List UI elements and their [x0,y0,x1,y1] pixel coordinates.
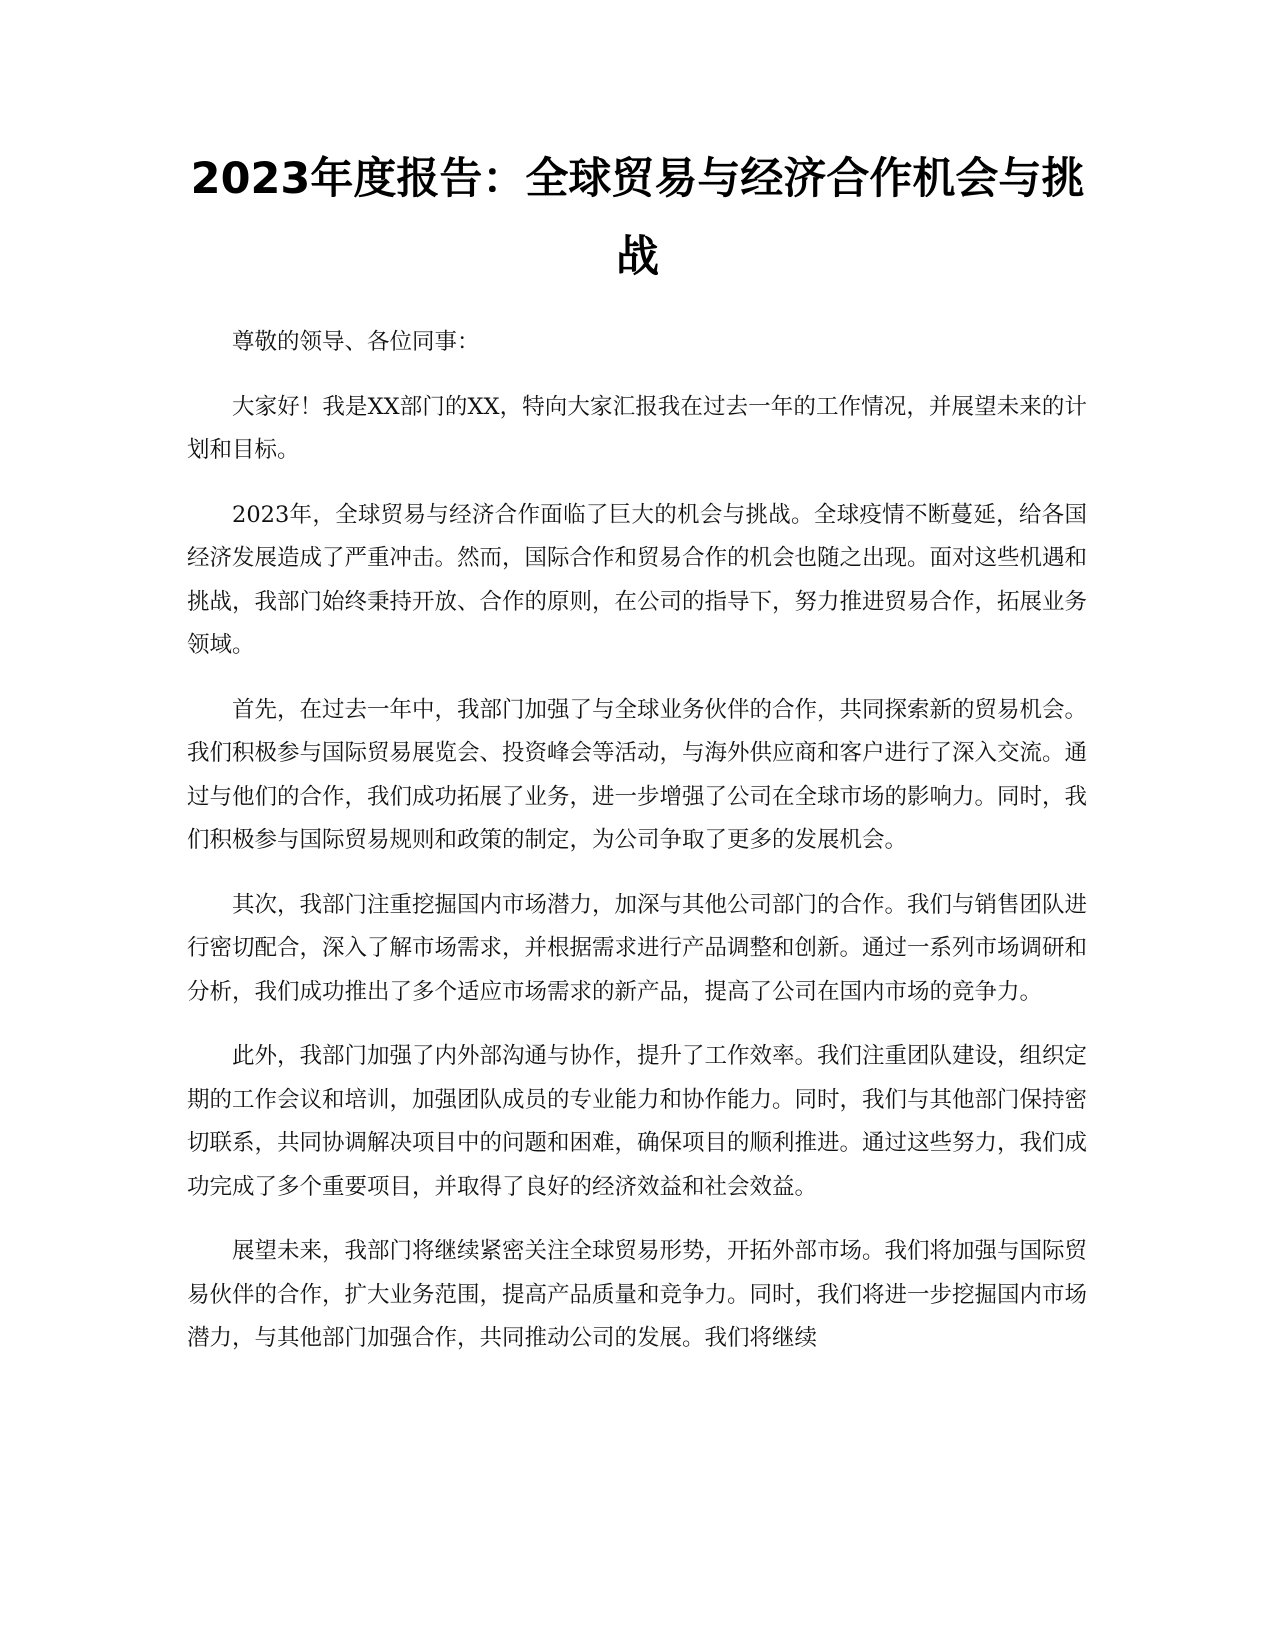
domestic-market-paragraph: 其次，我部门注重挖掘国内市场潜力，加深与其他公司部门的合作。我们与销售团队进行密切配合，深入了解市场需求，并根据需求进行产品调整和创新。通过一系列市场调研和分析，我们成功推出了多个适应市场需求的新产品，提高了公司在国内市场的竞争力。 [187,891,1088,1005]
salutation-paragraph: 尊敬的领导、各位同事： [232,329,480,355]
communication-paragraph: 此外，我部门加强了内外部沟通与协作，提升了工作效率。我们注重团队建设，组织定期的工作会议和培训，加强团队成员的专业能力和协作能力。同时，我们与其他部门保持密切联系，共同协调解决项目中的问题和困难，确保项目的顺利推进。通过这些努力，我们成功完成了多个重要项目，并取得了良好的经济效益和社会效益。 [187,1043,1088,1200]
global-cooperation-paragraph: 首先，在过去一年中，我部门加强了与全球业务伙伴的合作，共同探索新的贸易机会。我们积极参与国际贸易展览会、投资峰会等活动，与海外供应商和客户进行了深入交流。通过与他们的合作，我们成功拓展了业务，进一步增强了公司在全球市场的影响力。同时，我们积极参与国际贸易规则和政策的制定，为公司争取了更多的发展机会。 [187,696,1088,853]
document-body [187,321,1087,1382]
overview-paragraph: 2023年，全球贸易与经济合作面临了巨大的机会与挑战。全球疫情不断蔓延，给各国经济发展造成了严重冲击。然而，国际合作和贸易合作的机会也随之出现。面对这些机遇和挑战，我部门始终秉持开放、合作的原则，在公司的指导下，努力推进贸易合作，拓展业务领域。 [187,501,1088,658]
greeting-paragraph: 大家好！我是XX部门的XX，特向大家汇报我在过去一年的工作情况，并展望未来的计划和目标。 [187,393,1087,463]
outlook-paragraph: 展望未来，我部门将继续紧密关注全球贸易形势，开拓外部市场。我们将加强与国际贸易伙伴的合作，扩大业务范围，提高产品质量和竞争力。同时，我们将进一步挖掘国内市场潜力，与其他部门加强合作，共同推动公司的发展。我们将继续 [187,1238,1088,1351]
document-title: 2023年度报告：全球贸易与经济合作机会与挑战 [190,154,1085,282]
